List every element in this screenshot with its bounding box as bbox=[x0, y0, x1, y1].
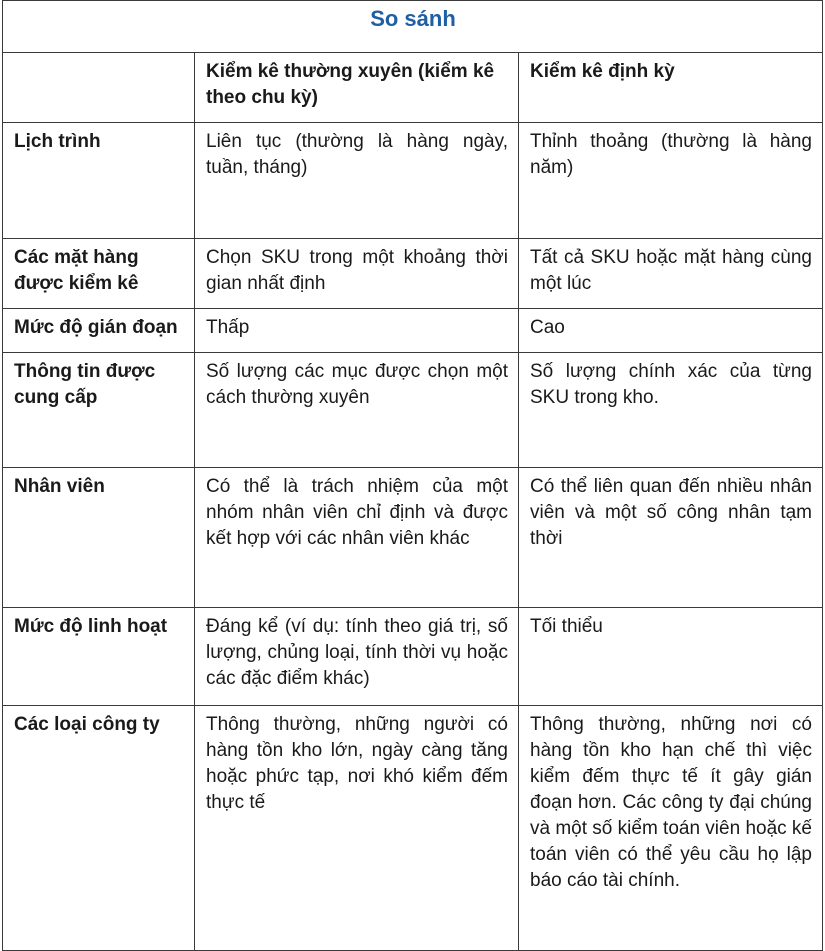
table-row bbox=[3, 468, 823, 608]
row-value-periodic: Tất cả SKU hoặc mặt hàng cùng một lúc bbox=[519, 239, 823, 309]
row-value-continuous: Liên tục (thường là hàng ngày, tuần, tháng) bbox=[195, 123, 519, 239]
row-label: Mức độ gián đoạn bbox=[3, 309, 195, 353]
row-label: Mức độ linh hoạt bbox=[3, 608, 195, 706]
comparison-table bbox=[2, 0, 823, 951]
row-value-periodic: Tối thiểu bbox=[519, 608, 823, 706]
row-value-periodic: Có thể liên quan đến nhiều nhân viên và một số công nhân tạm thời bbox=[519, 468, 823, 608]
row-value-continuous: Chọn SKU trong một khoảng thời gian nhất định bbox=[195, 239, 519, 309]
row-value-periodic: Thông thường, những nơi có hàng tồn kho hạn chế thì việc kiểm đếm thực tế ít gây gián đoạn hơn. Các công ty đại chúng và một số kiểm toán viên hoặc kế toán viên có thể yêu cầu họ lập báo cáo tài chính. bbox=[519, 706, 823, 951]
table-row bbox=[3, 608, 823, 706]
table-title: So sánh bbox=[3, 1, 823, 53]
table-row bbox=[3, 123, 823, 239]
row-value-periodic: Cao bbox=[519, 309, 823, 353]
row-value-continuous: Có thể là trách nhiệm của một nhóm nhân viên chỉ định và được kết hợp với các nhân viên khác bbox=[195, 468, 519, 608]
table-row bbox=[3, 309, 823, 353]
row-value-continuous: Số lượng các mục được chọn một cách thường xuyên bbox=[195, 353, 519, 468]
row-value-periodic: Số lượng chính xác của từng SKU trong kho. bbox=[519, 353, 823, 468]
header-continuous-count: Kiểm kê thường xuyên (kiểm kê theo chu kỳ) bbox=[195, 53, 519, 123]
row-value-periodic: Thỉnh thoảng (thường là hàng năm) bbox=[519, 123, 823, 239]
row-label: Thông tin được cung cấp bbox=[3, 353, 195, 468]
row-label: Nhân viên bbox=[3, 468, 195, 608]
row-label: Các loại công ty bbox=[3, 706, 195, 951]
header-row bbox=[3, 53, 823, 123]
row-value-continuous: Đáng kể (ví dụ: tính theo giá trị, số lượng, chủng loại, tính thời vụ hoặc các đặc điểm khác) bbox=[195, 608, 519, 706]
row-value-continuous: Thông thường, những người có hàng tồn kho lớn, ngày càng tăng hoặc phức tạp, nơi khó kiểm đếm thực tế bbox=[195, 706, 519, 951]
header-periodic-count: Kiểm kê định kỳ bbox=[519, 53, 823, 123]
table-row bbox=[3, 239, 823, 309]
title-row bbox=[3, 1, 823, 53]
header-empty-cell bbox=[3, 53, 195, 123]
table-row bbox=[3, 353, 823, 468]
row-value-continuous: Thấp bbox=[195, 309, 519, 353]
row-label: Lịch trình bbox=[3, 123, 195, 239]
row-label: Các mặt hàng được kiểm kê bbox=[3, 239, 195, 309]
table-row bbox=[3, 706, 823, 951]
